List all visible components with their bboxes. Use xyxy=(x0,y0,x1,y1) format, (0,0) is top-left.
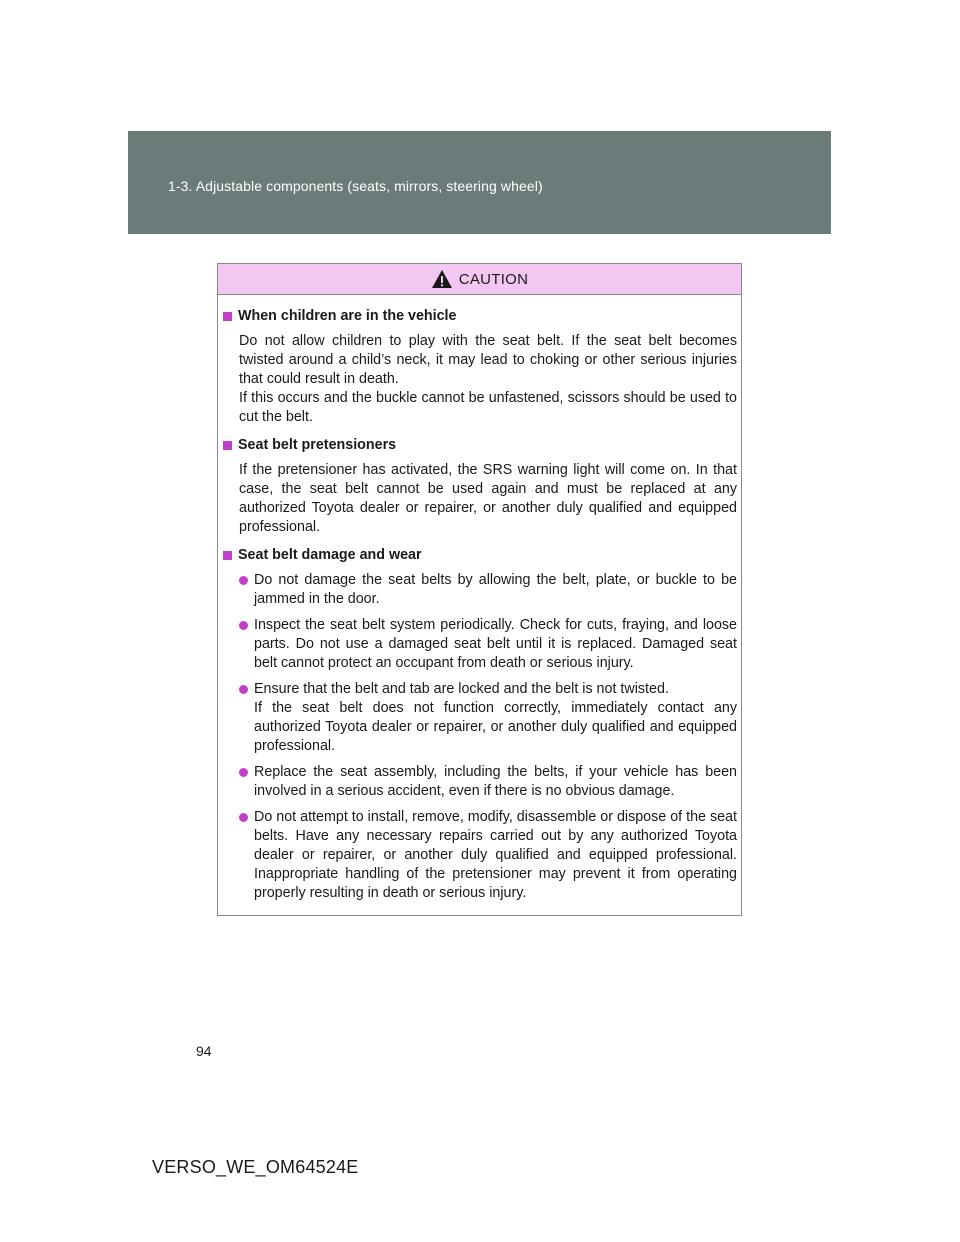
list-item-text: Do not attempt to install, remove, modify, disassemble or dispose of the seat belts. Have any necessary repairs carried out by any authorized Toyota dealer or repairer, or another duly qualified and equipped professional. Inappropriate handling of the pretensioner may prevent it from operating properly resulting in death or serious injury. xyxy=(254,809,737,901)
caution-header xyxy=(218,264,741,295)
list-item-text xyxy=(254,680,737,756)
section-children xyxy=(223,307,737,427)
square-bullet-icon xyxy=(223,551,232,560)
section-heading xyxy=(223,436,737,455)
round-bullet-icon xyxy=(239,576,248,585)
list-item xyxy=(239,616,737,673)
section-damage-wear xyxy=(223,546,737,903)
document-code: VERSO_WE_OM64524E xyxy=(152,1157,359,1177)
section-heading-text: Seat belt pretensioners xyxy=(238,437,397,453)
round-bullet-icon xyxy=(239,621,248,630)
section-heading-text: When children are in the vehicle xyxy=(238,308,457,324)
round-bullet-icon xyxy=(239,768,248,777)
list-item-line: Ensure that the belt and tab are locked and the belt is not twisted. xyxy=(254,681,669,697)
section-heading-text: Seat belt damage and wear xyxy=(238,547,422,563)
list-item xyxy=(239,763,737,801)
list-item xyxy=(239,571,737,609)
section-heading xyxy=(223,546,737,565)
list-item-text: Replace the seat assembly, including the belts, if your vehicle has been involved in a serious accident, even if there is no obvious damage. xyxy=(254,764,737,799)
caution-title: CAUTION xyxy=(458,270,529,288)
section-heading xyxy=(223,307,737,326)
square-bullet-icon xyxy=(223,441,232,450)
paragraph: If this occurs and the buckle cannot be unfastened, scissors should be used to cut the belt. xyxy=(239,390,737,425)
warning-triangle-icon xyxy=(431,269,453,289)
round-bullet-icon xyxy=(239,813,248,822)
section-title: 1-3. Adjustable components (seats, mirrors, steering wheel) xyxy=(168,178,543,194)
round-bullet-icon xyxy=(239,685,248,694)
list-item-text: Do not damage the seat belts by allowing the belt, plate, or buckle to be jammed in the door. xyxy=(254,572,737,607)
caution-body xyxy=(218,295,741,903)
list-item xyxy=(239,808,737,903)
caution-box xyxy=(217,263,742,916)
list-item-text: Inspect the seat belt system periodically. Check for cuts, fraying, and loose parts. Do not use a damaged seat belt until it is replaced. Damaged seat belt cannot protect an occupant from death or serious injury. xyxy=(254,617,737,671)
list-item-line: If the seat belt does not function correctly, immediately contact any authorized Toyota dealer or repairer, or another duly qualified and equipped professional. xyxy=(254,700,737,754)
square-bullet-icon xyxy=(223,312,232,321)
paragraph: Do not allow children to play with the seat belt. If the seat belt becomes twisted around a child’s neck, it may lead to choking or other serious injuries that could result in death. xyxy=(239,333,737,387)
list-item xyxy=(239,680,737,756)
page-number: 94 xyxy=(196,1043,212,1059)
section-pretensioners xyxy=(223,436,737,537)
header-band xyxy=(128,131,831,234)
paragraph: If the pretensioner has activated, the SRS warning light will come on. In that case, the seat belt cannot be used again and must be replaced at any authorized Toyota dealer or repairer, or another duly qualified and equipped professional. xyxy=(239,462,737,535)
